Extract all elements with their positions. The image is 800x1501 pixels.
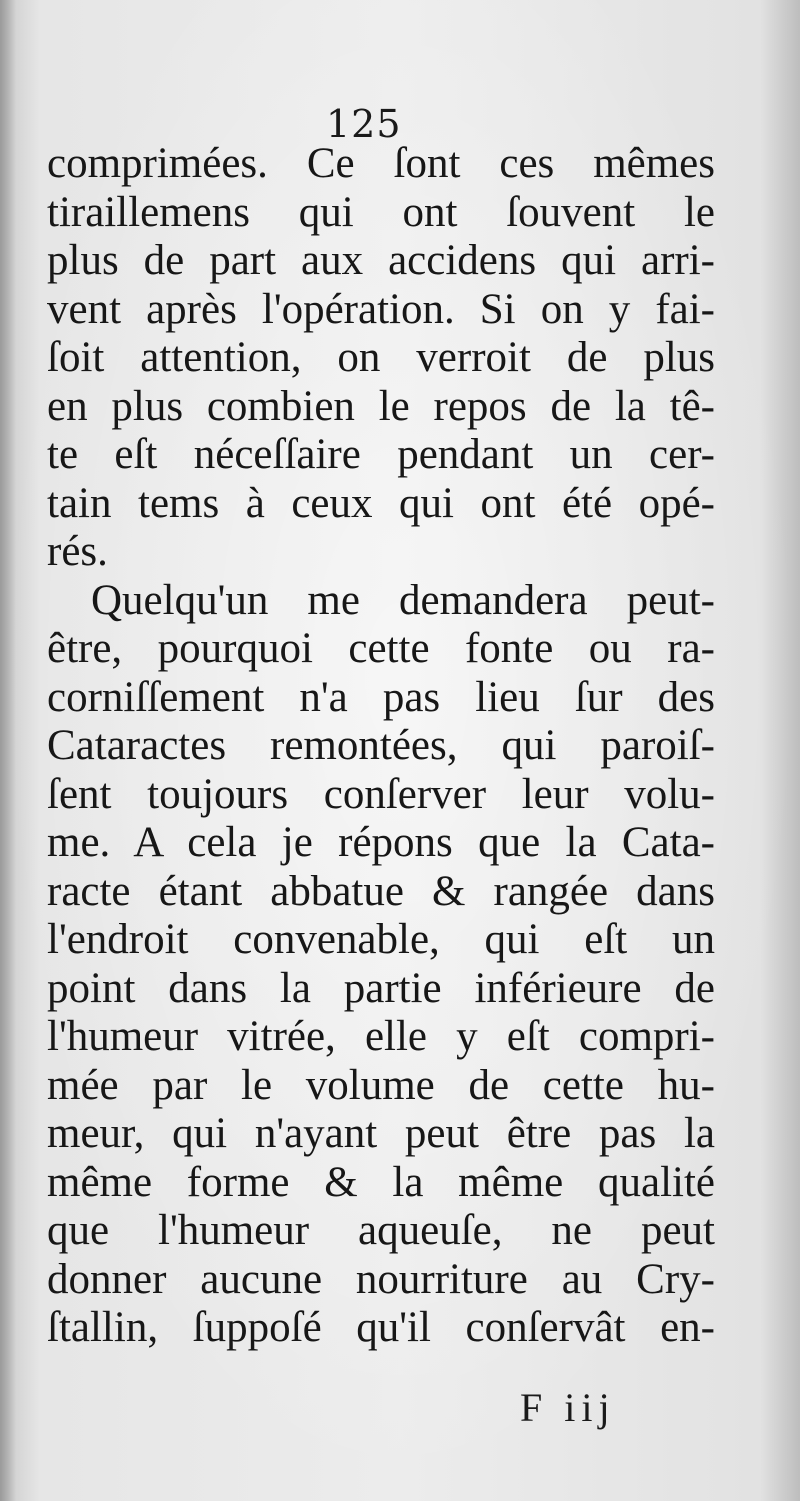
text-line: meur, qui n'ayant peut être pas la (47, 1110, 715, 1157)
text-line: plus de part aux accidens qui arri- (47, 237, 715, 284)
text-line: tiraillemens qui ont ſouvent le (47, 188, 715, 236)
paragraph-start-line: Quelqu'un me demandera peut- (91, 576, 715, 624)
text-line: rés. (47, 528, 108, 575)
page-number: 125 (326, 102, 402, 146)
text-line: comprimées. Ce ſont ces mêmes (47, 140, 715, 187)
text-line: en plus combien le repos de la tê- (47, 382, 715, 430)
text-line: mée par le volume de cette hu- (47, 1061, 715, 1109)
text-line: me. A cela je répons que la Cata- (47, 819, 715, 866)
text-line: donner aucune nourriture au Cry- (47, 1255, 715, 1303)
text-line: racte étant abbatue & rangée dans (47, 867, 715, 915)
text-line: ſoit attention, on verroit de plus (47, 334, 715, 381)
text-line: tain tems à ceux qui ont été opé- (47, 479, 715, 527)
page-body-text (47, 140, 715, 1353)
text-line: être, pourquoi cette fonte ou ra- (47, 625, 715, 672)
text-line: l'endroit convenable, qui eſt un (47, 916, 715, 963)
text-line: que l'humeur aqueuſe, ne peut (47, 1207, 715, 1254)
text-line: ſtallin, ſuppoſé qu'il conſervât en- (47, 1304, 715, 1351)
text-line: vent après l'opération. Si on y fai- (47, 285, 715, 333)
text-line: point dans la partie inférieure de (47, 964, 715, 1012)
text-line: ſent toujours conſerver leur volu- (47, 770, 715, 818)
text-line: l'humeur vitrée, elle y eſt compri- (47, 1013, 715, 1060)
text-line: te eſt néceſſaire pendant un cer- (47, 431, 715, 478)
page-gutter-shadow (0, 0, 16, 1501)
text-line: corniſſement n'a pas lieu ſur des (47, 673, 715, 721)
signature-mark: F iij (520, 1385, 616, 1430)
text-line: même forme & la même qualité (47, 1158, 715, 1206)
text-line: Cataractes remontées, qui paroiſ- (47, 722, 715, 769)
